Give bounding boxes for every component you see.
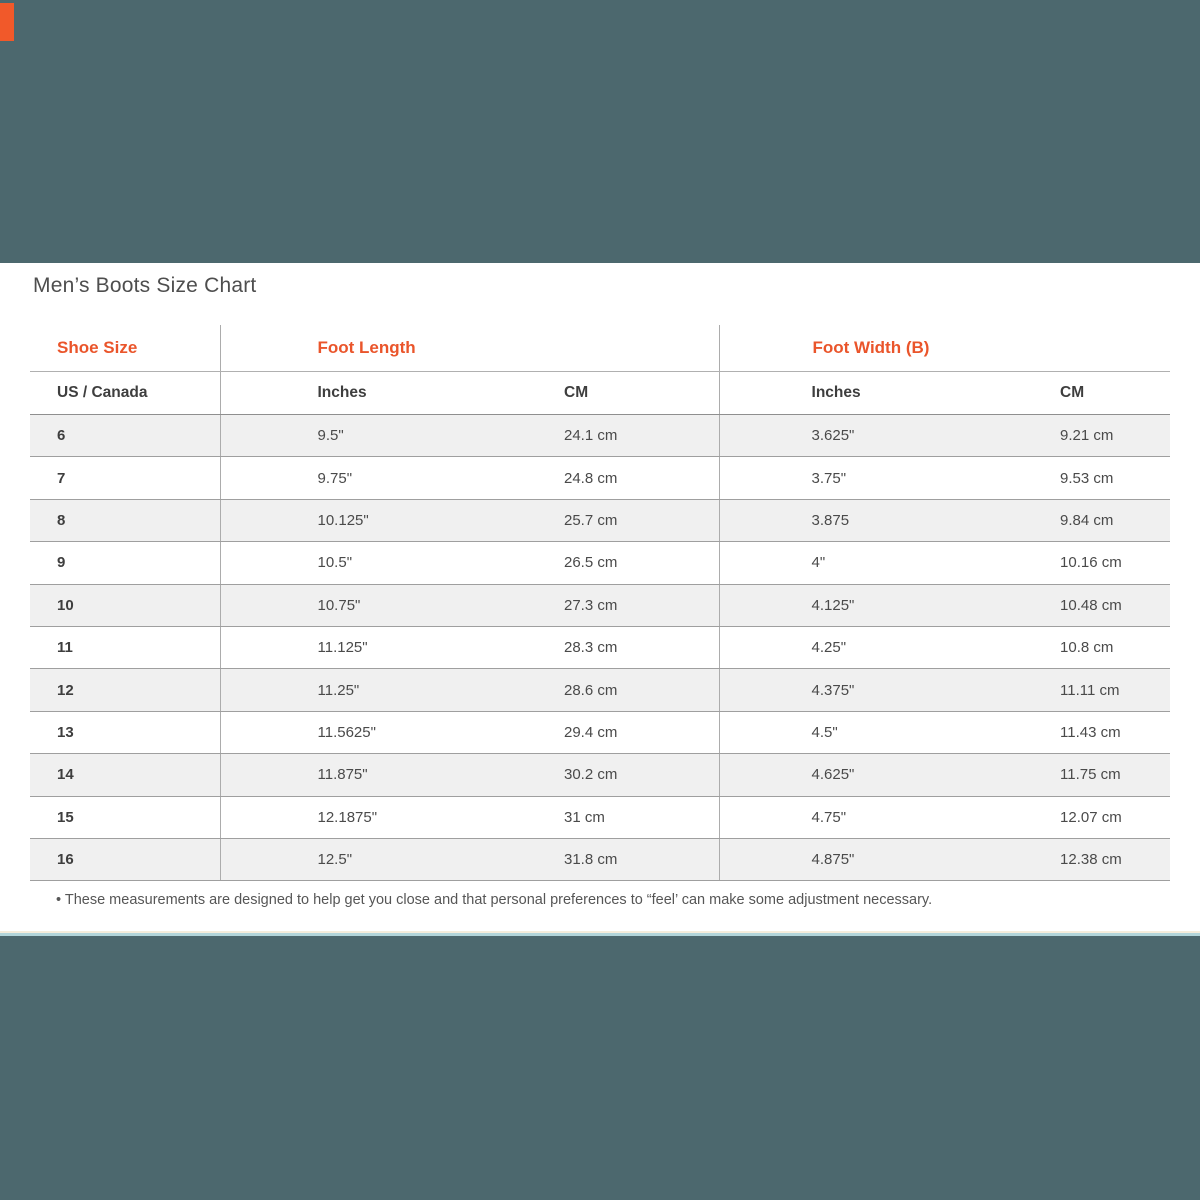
measurement-cell: 11.875" [220, 754, 470, 796]
measurement-cell: 10.48 cm [945, 584, 1170, 626]
size-chart-table [30, 325, 1170, 881]
table-row [30, 796, 1170, 838]
content-panel [0, 263, 1200, 933]
measurement-cell: 29.4 cm [470, 711, 719, 753]
table-row [30, 754, 1170, 796]
measurement-cell: 27.3 cm [470, 584, 719, 626]
measurement-cell: 4.375" [719, 669, 945, 711]
measurement-cell: 10.75" [220, 584, 470, 626]
sub-header-us-canada: US / Canada [30, 372, 220, 415]
measurement-cell: 9.75" [220, 457, 470, 499]
measurement-cell: 4.125" [719, 584, 945, 626]
measurement-cell: 9.84 cm [945, 499, 1170, 541]
measurement-cell: 4.25" [719, 626, 945, 668]
measurement-cell: 30.2 cm [470, 754, 719, 796]
table-row [30, 626, 1170, 668]
table-row [30, 584, 1170, 626]
measurement-cell: 11.125" [220, 626, 470, 668]
measurement-cell: 10.8 cm [945, 626, 1170, 668]
table-row [30, 711, 1170, 753]
sub-header-row [30, 372, 1170, 415]
table-row [30, 838, 1170, 880]
measurement-cell: 24.1 cm [470, 415, 719, 457]
footnote: • These measurements are designed to help get you close and that personal preferences to “feel’ can make some adjustment necessary. [56, 892, 933, 908]
sub-header-length-cm: CM [470, 372, 719, 415]
table-row [30, 457, 1170, 499]
table-row [30, 499, 1170, 541]
sub-header-length-inches: Inches [220, 372, 470, 415]
measurement-cell: 3.875 [719, 499, 945, 541]
measurement-cell: 11.5625" [220, 711, 470, 753]
measurement-cell: 11.75 cm [945, 754, 1170, 796]
measurement-cell: 10.5" [220, 542, 470, 584]
measurement-cell: 11.43 cm [945, 711, 1170, 753]
shoe-size-cell: 9 [30, 542, 220, 584]
shoe-size-cell: 6 [30, 415, 220, 457]
measurement-cell: 9.21 cm [945, 415, 1170, 457]
shoe-size-cell: 8 [30, 499, 220, 541]
measurement-cell: 11.25" [220, 669, 470, 711]
page-title: Men’s Boots Size Chart [33, 274, 257, 297]
measurement-cell: 3.625" [719, 415, 945, 457]
group-header-foot-length: Foot Length [220, 325, 719, 372]
measurement-cell: 28.3 cm [470, 626, 719, 668]
measurement-cell: 4.625" [719, 754, 945, 796]
measurement-cell: 31 cm [470, 796, 719, 838]
measurement-cell: 12.38 cm [945, 838, 1170, 880]
shoe-size-cell: 15 [30, 796, 220, 838]
group-header-shoe-size: Shoe Size [30, 325, 220, 372]
sub-header-width-inches: Inches [719, 372, 945, 415]
measurement-cell: 31.8 cm [470, 838, 719, 880]
group-header-row [30, 325, 1170, 372]
measurement-cell: 10.16 cm [945, 542, 1170, 584]
measurement-cell: 10.125" [220, 499, 470, 541]
measurement-cell: 12.1875" [220, 796, 470, 838]
measurement-cell: 11.11 cm [945, 669, 1170, 711]
measurement-cell: 4.875" [719, 838, 945, 880]
measurement-cell: 12.5" [220, 838, 470, 880]
shoe-size-cell: 12 [30, 669, 220, 711]
table-row [30, 542, 1170, 584]
sub-header-width-cm: CM [945, 372, 1170, 415]
measurement-cell: 25.7 cm [470, 499, 719, 541]
measurement-cell: 4.5" [719, 711, 945, 753]
shoe-size-cell: 10 [30, 584, 220, 626]
group-header-foot-width: Foot Width (B) [719, 325, 1170, 372]
measurement-cell: 28.6 cm [470, 669, 719, 711]
measurement-cell: 9.5" [220, 415, 470, 457]
measurement-cell: 24.8 cm [470, 457, 719, 499]
measurement-cell: 12.07 cm [945, 796, 1170, 838]
shoe-size-cell: 13 [30, 711, 220, 753]
accent-bar [0, 3, 14, 41]
shoe-size-cell: 7 [30, 457, 220, 499]
table-row [30, 415, 1170, 457]
measurement-cell: 9.53 cm [945, 457, 1170, 499]
measurement-cell: 4.75" [719, 796, 945, 838]
table-row [30, 669, 1170, 711]
shoe-size-cell: 16 [30, 838, 220, 880]
shoe-size-cell: 14 [30, 754, 220, 796]
measurement-cell: 26.5 cm [470, 542, 719, 584]
measurement-cell: 4" [719, 542, 945, 584]
measurement-cell: 3.75" [719, 457, 945, 499]
shoe-size-cell: 11 [30, 626, 220, 668]
